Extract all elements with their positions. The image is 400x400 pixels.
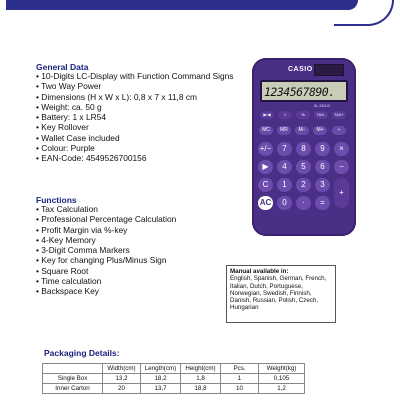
list-item: • Weight: ca. 50 g bbox=[36, 102, 234, 112]
calculator-image bbox=[252, 58, 356, 236]
packaging-table bbox=[42, 363, 305, 394]
table-cell: Single Box bbox=[43, 374, 103, 384]
table-cell: 13,7 bbox=[141, 384, 181, 394]
list-item: • 10-Digits LC-Display with Function Command Signs bbox=[36, 71, 234, 81]
calculator-display: 1234567890. bbox=[260, 80, 348, 102]
list-item: • Square Root bbox=[36, 266, 176, 276]
list-item: • Two Way Power bbox=[36, 81, 234, 91]
calculator-brand: CASIO bbox=[288, 66, 313, 73]
table-header: Height(cm) bbox=[181, 364, 221, 374]
calc-key: MR bbox=[277, 126, 291, 135]
table-header: Width(cm) bbox=[103, 364, 141, 374]
list-item: • Time calculation bbox=[36, 276, 176, 286]
list-item: • Colour: Purple bbox=[36, 143, 234, 153]
table-cell: 1 bbox=[221, 374, 259, 384]
calc-key: √ bbox=[278, 111, 292, 119]
calc-key: AC bbox=[258, 196, 273, 210]
calc-key: 5 bbox=[296, 160, 311, 174]
calc-key: × bbox=[334, 142, 349, 156]
general-data-list bbox=[36, 71, 234, 164]
calc-key: 3 bbox=[315, 178, 330, 192]
header-bar bbox=[6, 0, 358, 10]
list-item: • EAN-Code: 4549526700156 bbox=[36, 153, 234, 163]
calc-key: TAX- bbox=[314, 111, 328, 119]
calc-key: = bbox=[315, 196, 330, 210]
table-cell: 1,8 bbox=[181, 374, 221, 384]
calc-key: TAX+ bbox=[332, 111, 346, 119]
calc-key: 4 bbox=[277, 160, 292, 174]
manual-languages: English, Spanish, German, French, Italian, Dutch, Portuguese, Norwegian, Swedish, Finnish, Danish, Russian, Polish, Czech, Hungarian bbox=[230, 275, 327, 312]
functions-list bbox=[36, 204, 176, 297]
calculator-model: SL-310UC bbox=[314, 104, 331, 108]
list-item: • Key for changing Plus/Minus Sign bbox=[36, 255, 176, 265]
table-cell: 10 bbox=[221, 384, 259, 394]
table-header: Weight(kg) bbox=[259, 364, 305, 374]
calc-key: M− bbox=[295, 126, 309, 135]
table-row bbox=[43, 384, 305, 394]
calc-key: +/− bbox=[258, 142, 273, 156]
calc-key: 7 bbox=[277, 142, 292, 156]
list-item: • Professional Percentage Calculation bbox=[36, 214, 176, 224]
packaging-title: Packaging Details: bbox=[44, 348, 120, 358]
table-cell: 0,105 bbox=[259, 374, 305, 384]
table-header: Length(cm) bbox=[141, 364, 181, 374]
calc-key: 1 bbox=[277, 178, 292, 192]
table-cell: 1,2 bbox=[259, 384, 305, 394]
list-item: • Dimensions (H x W x L): 0,8 x 7 x 11,8 cm bbox=[36, 92, 234, 102]
header-curve bbox=[334, 0, 394, 26]
calc-key: + bbox=[334, 178, 349, 208]
functions-title: Functions bbox=[36, 195, 77, 205]
general-data-title: General Data bbox=[36, 62, 89, 72]
calc-key: − bbox=[334, 160, 349, 174]
manual-languages-box bbox=[226, 265, 336, 323]
table-cell: 18,8 bbox=[181, 384, 221, 394]
calc-key: % bbox=[296, 111, 310, 119]
calc-key: ▶ bbox=[258, 160, 273, 174]
calc-key: ÷ bbox=[332, 126, 346, 135]
list-item: • Backspace Key bbox=[36, 286, 176, 296]
calc-key: 6 bbox=[315, 160, 330, 174]
calc-key: MC bbox=[259, 126, 273, 135]
list-item: • 3-Digit Comma Markers bbox=[36, 245, 176, 255]
calc-key: C bbox=[258, 178, 273, 192]
list-item: • Profit Margin via %-key bbox=[36, 225, 176, 235]
list-item: • Battery: 1 x LR54 bbox=[36, 112, 234, 122]
calc-key: · bbox=[296, 196, 311, 210]
table-cell: 13,2 bbox=[103, 374, 141, 384]
table-cell: 18,2 bbox=[141, 374, 181, 384]
table-header-row bbox=[43, 364, 305, 374]
table-header: Pcs. bbox=[221, 364, 259, 374]
calc-key: 0 bbox=[277, 196, 292, 210]
calc-key: 8 bbox=[296, 142, 311, 156]
solar-panel bbox=[314, 64, 344, 76]
header-band bbox=[0, 0, 400, 16]
list-item: • Wallet Case included bbox=[36, 133, 234, 143]
calc-key: M+ bbox=[313, 126, 327, 135]
list-item: • Tax Calculation bbox=[36, 204, 176, 214]
calc-key: 9 bbox=[315, 142, 330, 156]
list-item: • 4-Key Memory bbox=[36, 235, 176, 245]
calc-key: ▶/◀ bbox=[260, 111, 274, 119]
table-row bbox=[43, 374, 305, 384]
table-header bbox=[43, 364, 103, 374]
list-item: • Key Rollover bbox=[36, 122, 234, 132]
calc-key: 2 bbox=[296, 178, 311, 192]
table-cell: Inner Carton bbox=[43, 384, 103, 394]
manual-title: Manual available in: bbox=[230, 268, 289, 275]
table-cell: 20 bbox=[103, 384, 141, 394]
